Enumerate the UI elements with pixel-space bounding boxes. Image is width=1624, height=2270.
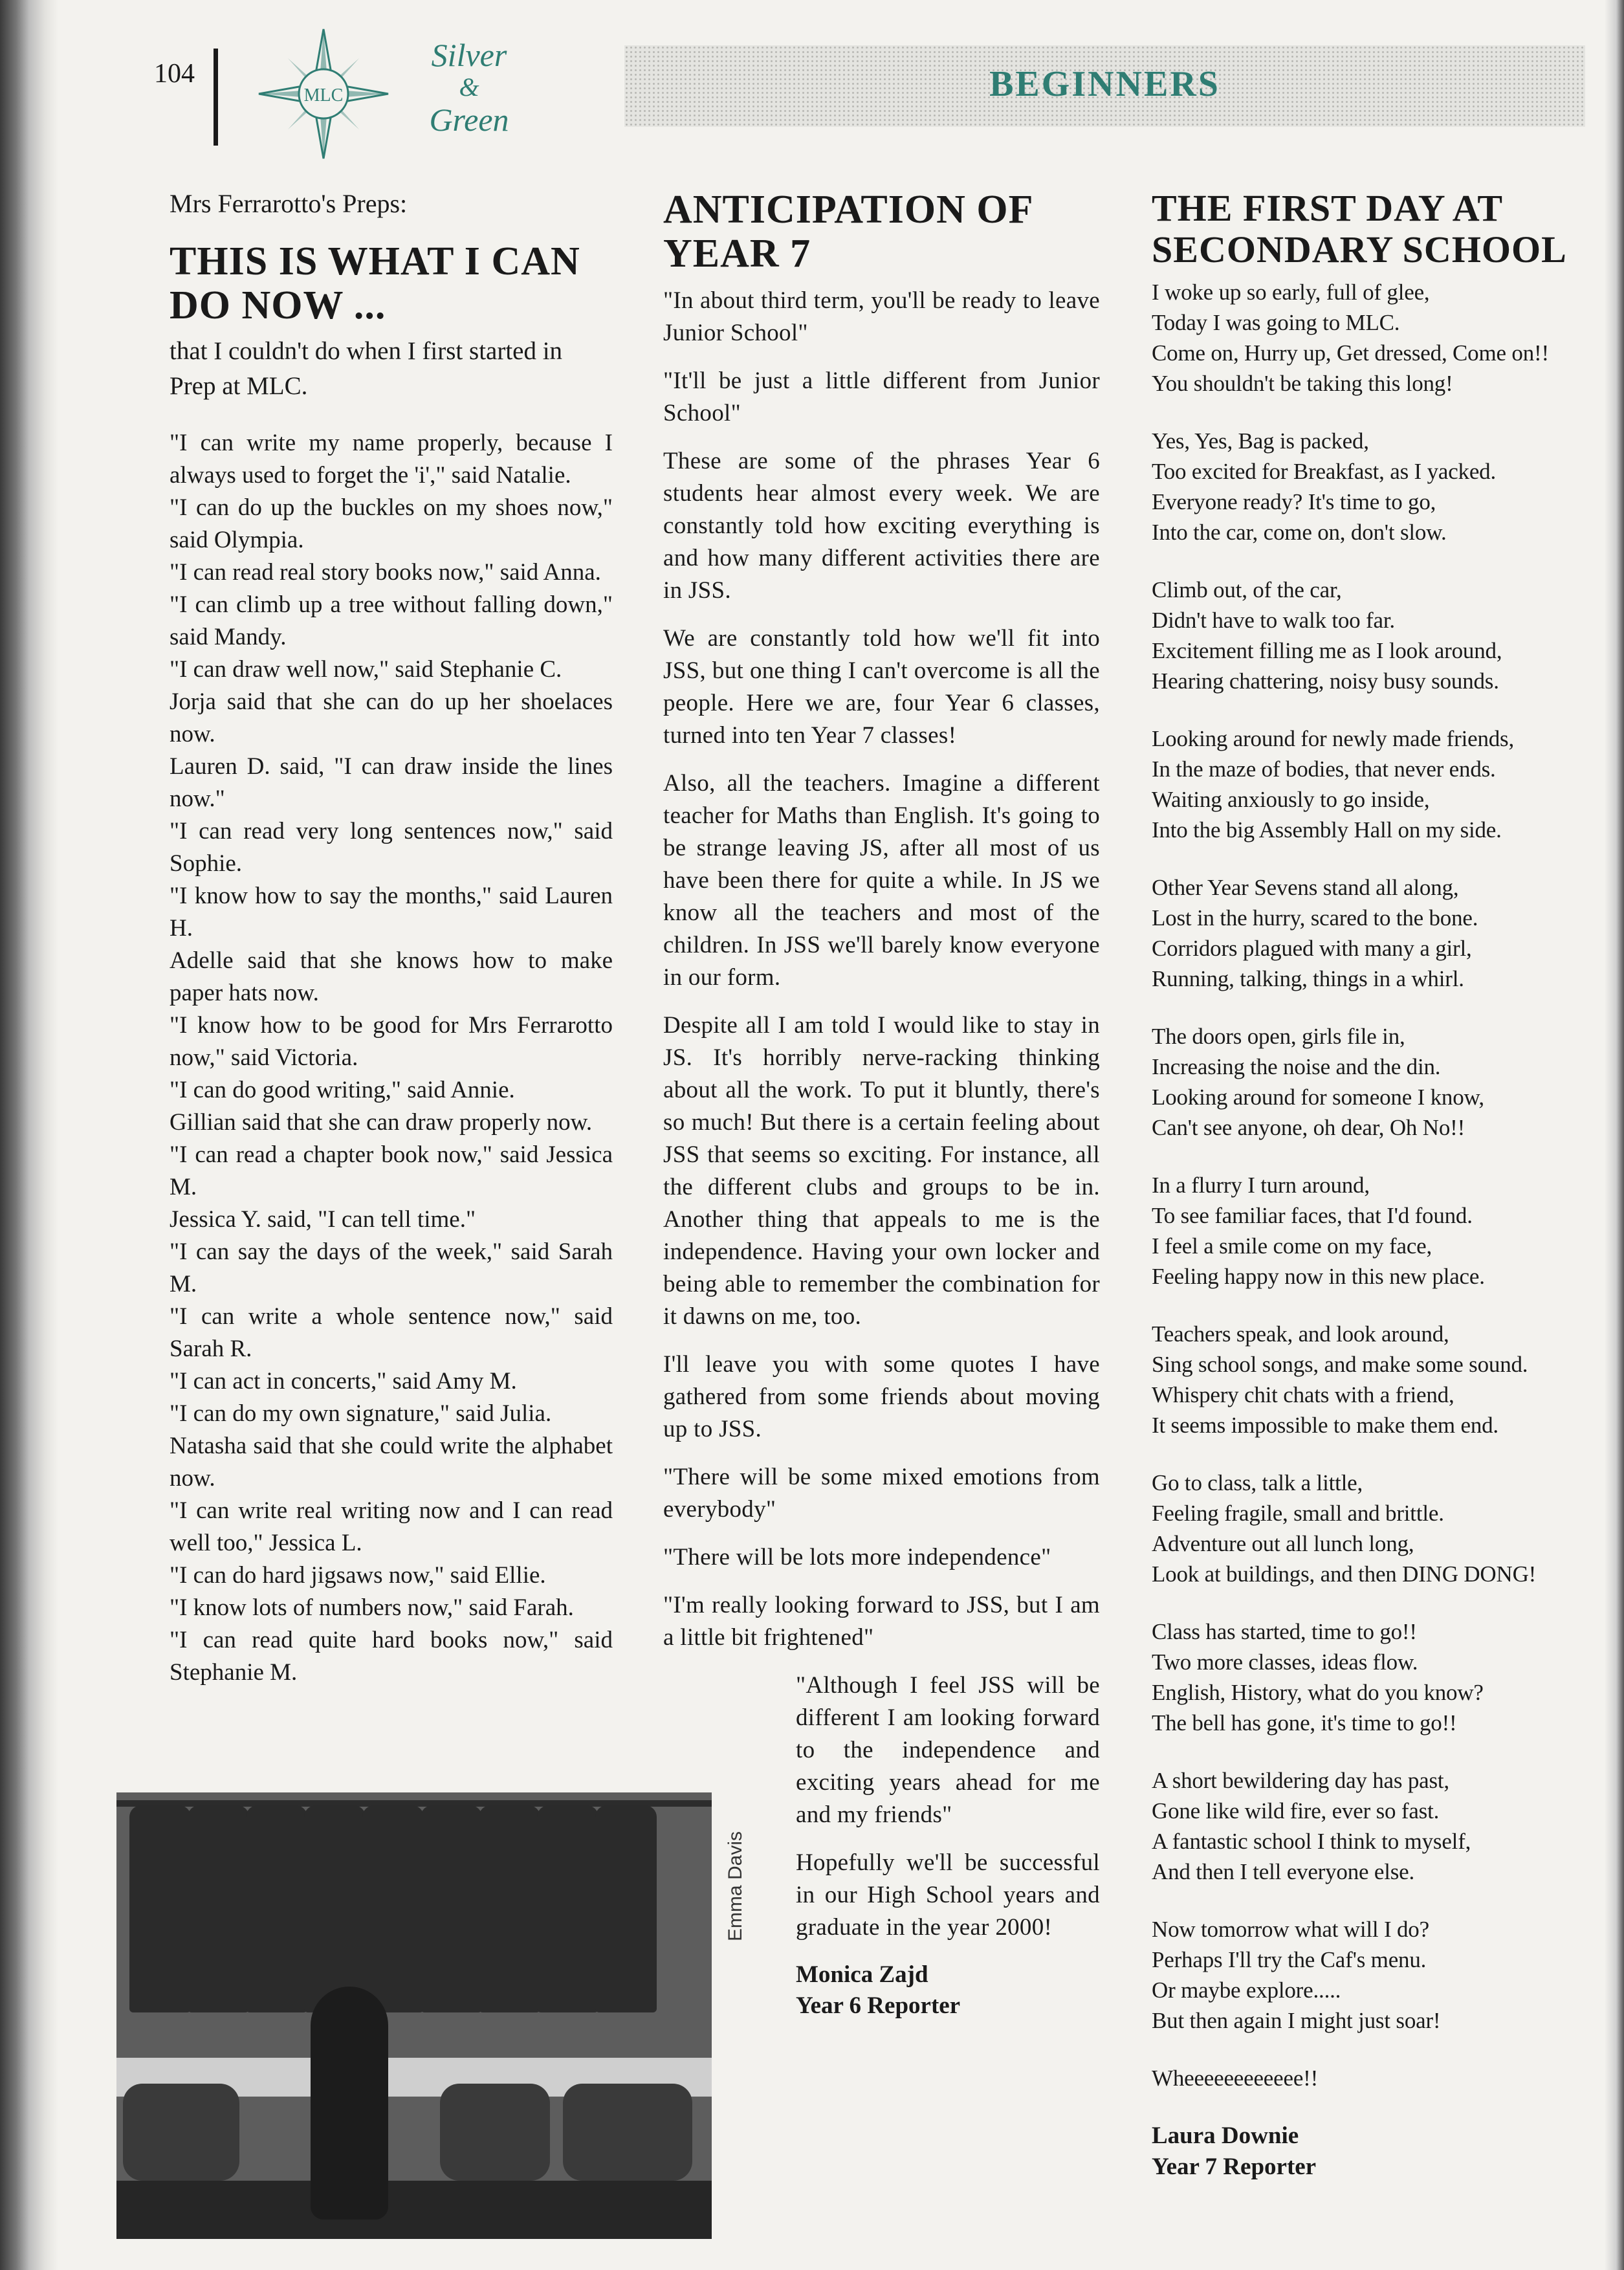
poem-line: A short bewildering day has past, xyxy=(1152,1768,1449,1793)
quote-line: "I can do hard jigsaws now," said Ellie. xyxy=(170,1562,546,1589)
paragraph: "In about third term, you'll be ready to leave Junior School" xyxy=(663,287,1100,346)
poem-line: Into the big Assembly Hall on my side. xyxy=(1152,817,1502,843)
poem-line: Come on, Hurry up, Get dressed, Come on!! xyxy=(1152,340,1549,366)
quote-list xyxy=(170,427,613,1689)
quote-line: "I can read a chapter book now," said Jessica M. xyxy=(170,1141,613,1200)
quote-line: Gillian said that she can draw properly now. xyxy=(170,1109,593,1136)
paragraph: These are some of the phrases Year 6 students hear almost every week. We are constantly told how exciting everything is and how many different activities there are in JSS. xyxy=(663,448,1100,604)
coat xyxy=(479,1805,540,2012)
paragraph: "There will be lots more independence" xyxy=(663,1544,1051,1570)
paragraph: Despite all I am told I would like to stay in JS. It's horribly nerve-racking thinking about all the work. To put it bluntly, there's so much! But there is a certain feeling about JSS that seems so exciting. For instance, all the different clubs and groups to be in. Another thing that appeals to me is the independence. Having your own locker and being able to remember the combination for it dawns on me, too. xyxy=(663,1012,1100,1330)
quote-line: Jessica Y. said, "I can tell time." xyxy=(170,1206,476,1233)
indented-closing xyxy=(796,1669,1100,1944)
quote-line: "I can act in concerts," said Amy M. xyxy=(170,1368,517,1394)
silver-green-wordmark xyxy=(427,36,511,139)
stanza xyxy=(1152,1765,1592,1887)
stanza xyxy=(1152,872,1592,994)
author-role: Year 6 Reporter xyxy=(796,1992,961,2019)
poem-line: Class has started, time to go!! xyxy=(1152,1619,1417,1644)
header-divider xyxy=(214,49,218,146)
quote-line: "I can do my own signature," said Julia. xyxy=(170,1400,552,1427)
poem-line: Yes, Yes, Bag is packed, xyxy=(1152,428,1369,454)
quote-line: "I can do good writing," said Annie. xyxy=(170,1077,515,1103)
paragraph: We are constantly told how we'll fit into JSS, but one thing I can't overcome is all the people. Here we are, four Year 6 classes, turned into ten Year 7 classes! xyxy=(663,625,1100,749)
paragraph: "I'm really looking forward to JSS, but I am a little bit frightened" xyxy=(663,1592,1100,1651)
poem-line: But then again I might just soar! xyxy=(1152,2008,1441,2033)
section-title: BEGINNERS xyxy=(989,64,1220,104)
stanza xyxy=(1152,1170,1592,1292)
poem-line: Whispery chit chats with a friend, xyxy=(1152,1382,1454,1407)
quote-line: Natasha said that she could write the alphabet now. xyxy=(170,1433,613,1492)
column-anticipation xyxy=(663,188,1100,2022)
school-bag xyxy=(440,2084,550,2181)
poem-line: Increasing the noise and the din. xyxy=(1152,1054,1441,1079)
coat xyxy=(129,1805,191,2012)
poem-line: Too excited for Breakfast, as I yacked. xyxy=(1152,459,1497,484)
article-kicker: Mrs Ferrarotto's Preps: xyxy=(170,189,408,218)
quote-line: Jorja said that she can do up her shoelaces now. xyxy=(170,689,613,747)
stanza xyxy=(1152,1319,1592,1440)
quote-line: "I can write my name properly, because I always used to forget the 'i'," said Natalie. xyxy=(170,430,613,489)
coat xyxy=(188,1805,249,2012)
poem-line: You shouldn't be taking this long! xyxy=(1152,371,1453,396)
poem-body xyxy=(1152,277,1592,2093)
poem-line: And then I tell everyone else. xyxy=(1152,1859,1415,1884)
poem-line: Hearing chattering, noisy busy sounds. xyxy=(1152,668,1499,694)
quote-line: "I can say the days of the week," said Sarah M. xyxy=(170,1239,613,1297)
poem-line: Waiting anxiously to go inside, xyxy=(1152,787,1430,812)
compass-star-logo-icon xyxy=(256,26,391,162)
poem-line: Or maybe explore..... xyxy=(1152,1978,1341,2003)
coat xyxy=(362,1805,424,2012)
quote-line: "I can read very long sentences now," said Sophie. xyxy=(170,818,613,877)
stanza xyxy=(1152,1616,1592,1738)
author-role: Year 7 Reporter xyxy=(1152,2154,1317,2180)
quote-line: "I can draw well now," said Stephanie C. xyxy=(170,656,562,683)
poem-line: To see familiar faces, that I'd found. xyxy=(1152,1203,1473,1228)
quote-line: Adelle said that she knows how to make paper hats now. xyxy=(170,947,613,1006)
poem-line: In a flurry I turn around, xyxy=(1152,1173,1370,1198)
byline xyxy=(1152,2121,1592,2183)
article-title: ANTICIPATION OF YEAR 7 xyxy=(663,188,1033,276)
poem-line: Today I was going to MLC. xyxy=(1152,310,1400,335)
poem-line: Didn't have to walk too far. xyxy=(1152,608,1395,633)
child-figure xyxy=(311,1987,388,2220)
page-number: 104 xyxy=(154,59,195,89)
stanza xyxy=(1152,277,1592,399)
stanza xyxy=(1152,1468,1592,1589)
quote-line: "I can read real story books now," said Anna. xyxy=(170,559,601,586)
article-lead: that I couldn't do when I first started in Prep at MLC. xyxy=(170,337,563,400)
quote-line: "I can write a whole sentence now," said Sarah R. xyxy=(170,1303,613,1362)
stanza xyxy=(1152,426,1592,547)
poem-line: Other Year Sevens stand all along, xyxy=(1152,875,1459,900)
coat xyxy=(246,1805,307,2012)
school-bag xyxy=(123,2084,239,2181)
page-edge-shadow xyxy=(1605,0,1624,2270)
poem-line: Feeling happy now in this new place. xyxy=(1152,1264,1485,1289)
stanza xyxy=(1152,575,1592,696)
brand-line-3: Green xyxy=(429,102,509,138)
column-preps xyxy=(170,188,613,1689)
poem-line: Go to class, talk a little, xyxy=(1152,1470,1363,1495)
article-title: THIS IS WHAT I CAN DO NOW ... xyxy=(170,239,580,327)
poem-line: The doors open, girls file in, xyxy=(1152,1024,1405,1049)
poem-line: Now tomorrow what will I do? xyxy=(1152,1917,1429,1942)
poem-line: Two more classes, ideas flow. xyxy=(1152,1649,1418,1675)
quote-line: "I can climb up a tree without falling down," said Mandy. xyxy=(170,591,613,650)
paragraph: "Although I feel JSS will be different I am looking forward to the independence and exciting years ahead for me and my friends" xyxy=(796,1672,1100,1828)
poem-line: Excitement filling me as I look around, xyxy=(1152,638,1502,663)
paragraph: "There will be some mixed emotions from everybody" xyxy=(663,1464,1100,1523)
poem-line: Wheeeeeeeeeeee!! xyxy=(1152,2066,1319,2091)
poem-line: Teachers speak, and look around, xyxy=(1152,1321,1449,1347)
poem-line: English, History, what do you know? xyxy=(1152,1680,1484,1705)
stanza xyxy=(1152,1021,1592,1143)
poem-line: Feeling fragile, small and brittle. xyxy=(1152,1501,1444,1526)
poem-line: Lost in the hurry, scared to the bone. xyxy=(1152,905,1478,931)
coat xyxy=(595,1805,657,2012)
poem-line: Into the car, come on, don't slow. xyxy=(1152,520,1447,545)
logo-text: MLC xyxy=(303,85,344,105)
poem-line: Running, talking, things in a whirl. xyxy=(1152,966,1464,991)
poem-line: Look at buildings, and then DING DONG! xyxy=(1152,1561,1537,1587)
stanza xyxy=(1152,2063,1592,2093)
book-binding-shadow xyxy=(0,0,58,2270)
poem-line: In the maze of bodies, that never ends. xyxy=(1152,756,1496,782)
quote-line: "I can read quite hard books now," said Stephanie M. xyxy=(170,1627,613,1686)
paragraph: "It'll be just a little different from Junior School" xyxy=(663,368,1100,426)
paragraph: I'll leave you with some quotes I have gathered from some friends about moving up to JSS. xyxy=(663,1351,1100,1442)
poem-line: Looking around for someone I know, xyxy=(1152,1085,1484,1110)
poem-line: Climb out, of the car, xyxy=(1152,577,1342,602)
photo-credit-text: Emma Davis xyxy=(725,1831,746,1941)
column-poem xyxy=(1152,188,1592,2183)
stanza xyxy=(1152,1914,1592,2036)
quote-line: "I can do up the buckles on my shoes now," said Olympia. xyxy=(170,494,613,553)
poem-line: Corridors plagued with many a girl, xyxy=(1152,936,1472,961)
section-banner xyxy=(624,45,1585,127)
poem-line: Sing school songs, and make some sound. xyxy=(1152,1352,1528,1377)
poem-line: Adventure out all lunch long, xyxy=(1152,1531,1414,1556)
poem-line: The bell has gone, it's time to go!! xyxy=(1152,1710,1457,1736)
quote-line: "I know how to be good for Mrs Ferrarotto now," said Victoria. xyxy=(170,1012,613,1071)
author-name: Laura Downie xyxy=(1152,2122,1299,2149)
author-name: Monica Zajd xyxy=(796,1961,928,1988)
coat xyxy=(304,1805,366,2012)
cloakroom-photo xyxy=(116,1792,712,2239)
coat xyxy=(537,1805,598,2012)
brand-line-1: Silver xyxy=(431,37,507,73)
poem-line: A fantastic school I think to myself, xyxy=(1152,1829,1471,1854)
poem-line: It seems impossible to make them end. xyxy=(1152,1413,1498,1438)
poem-line: Looking around for newly made friends, xyxy=(1152,726,1515,751)
brand-line-2: & xyxy=(459,72,479,102)
quote-line: "I know how to say the months," said Lauren H. xyxy=(170,883,613,942)
poem-line: Everyone ready? It's time to go, xyxy=(1152,489,1436,514)
poem-title: THE FIRST DAY AT SECONDARY SCHOOL xyxy=(1152,187,1567,270)
poem-line: Perhaps I'll try the Caf's menu. xyxy=(1152,1947,1427,1972)
coat xyxy=(421,1805,482,2012)
article-body xyxy=(663,285,1100,1654)
floor xyxy=(116,2181,712,2239)
poem-line: I woke up so early, full of glee, xyxy=(1152,280,1430,305)
quote-line: Lauren D. said, "I can draw inside the lines now." xyxy=(170,753,613,812)
paragraph: Hopefully we'll be successful in our High School years and graduate in the year 2000! xyxy=(796,1849,1100,1941)
byline xyxy=(796,1959,1100,2022)
quote-line: "I know lots of numbers now," said Farah. xyxy=(170,1594,574,1621)
stanza xyxy=(1152,723,1592,845)
quote-line: "I can write real writing now and I can read well too," Jessica L. xyxy=(170,1497,613,1556)
poem-line: Gone like wild fire, ever so fast. xyxy=(1152,1798,1440,1824)
school-bag xyxy=(563,2084,692,2181)
paragraph: Also, all the teachers. Imagine a different teacher for Maths than English. It's going to be strange leaving JS, after all most of us have been there for quite a while. In JS we know all the teachers and most of the children. In JSS we'll barely know everyone in our form. xyxy=(663,770,1100,991)
poem-line: I feel a smile come on my face, xyxy=(1152,1233,1432,1259)
poem-line: Can't see anyone, oh dear, Oh No!! xyxy=(1152,1115,1465,1140)
